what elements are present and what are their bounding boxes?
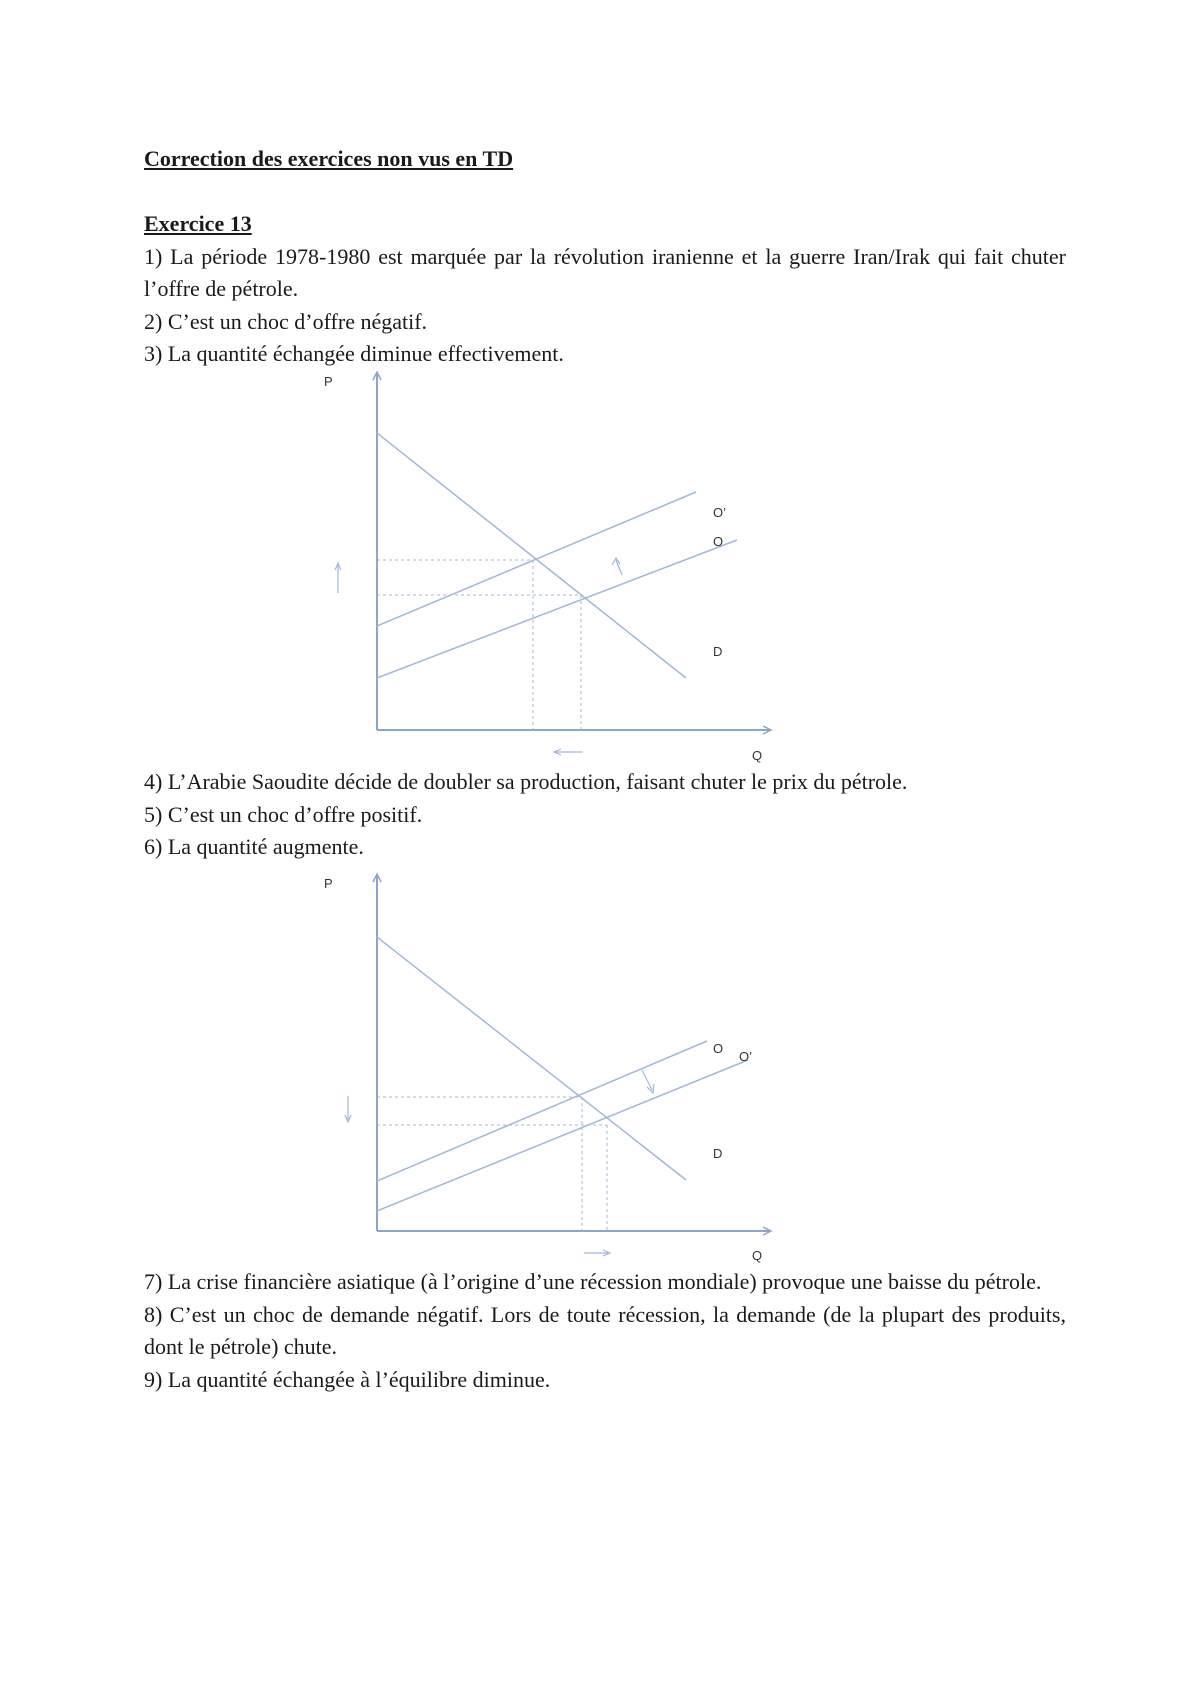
y-axis-label: P [324,876,333,891]
shift-arrow [642,1070,654,1093]
exercise-block-1 [144,208,1066,371]
exercise-block-2 [144,766,1066,864]
axes [373,372,771,734]
supply-demand-graph-1 [300,360,780,770]
price-up-arrow-icon [335,563,341,593]
paragraph-8: 8) C’est un choc de demande négatif. Lors de toute récession, la demande (de la plupart des produits, dont le pétrole) chute. [144,1301,1066,1359]
supply-curve-initial [377,1041,707,1181]
axes [373,874,771,1235]
price-down-arrow-icon [345,1096,351,1122]
shift-arrow [612,558,622,575]
demand-curve [377,433,686,678]
paragraph-5: 5) C’est un choc d’offre positif. [144,801,423,827]
supply-curve-new [377,492,696,626]
equilibrium-guides [377,560,581,730]
quantity-left-arrow-icon [554,749,582,755]
exercise-block-3 [144,1266,1066,1396]
curve-label-supply-new: O’ [713,505,726,520]
y-axis-label: P [324,374,333,389]
paragraph-2: 2) C’est un choc d’offre négatif. [144,308,428,334]
curve-label-demand: D [713,644,723,659]
supply-demand-graph-2 [300,862,780,1272]
paragraph-1: 1) La période 1978-1980 est marquée par la révolution iranienne et la guerre Iran/Irak qui fait chuter l’offre de pétrole. [144,243,1066,301]
demand-curve [377,937,686,1180]
document-title: Correction des exercices non vus en TD [144,146,514,171]
paragraph-9: 9) La quantité échangée à l’équilibre diminue. [144,1366,551,1392]
paragraph-4: 4) L’Arabie Saoudite décide de doubler sa production, faisant chuter le prix du pétrole. [144,769,908,794]
x-axis-label: Q [752,748,763,763]
paragraph-6: 6) La quantité augmente. [144,834,364,859]
curve-label-supply-initial: O [713,1041,724,1056]
curve-label-supply-initial: O [713,534,724,549]
supply-curve-initial [377,540,737,678]
curve-label-supply-new: O’ [739,1049,752,1064]
quantity-right-arrow-icon [584,1250,610,1256]
paragraph-7: 7) La crise financière asiatique (à l’origine d’une récession mondiale) provoque une baisse du pétrole. [144,1269,1042,1294]
x-axis-label: Q [752,1248,763,1263]
paragraph-3: 3) La quantité échangée diminue effectivement. [144,341,564,366]
exercise-heading: Exercice 13 [144,211,252,236]
curve-label-demand: D [713,1146,723,1161]
document-title-block [144,143,1066,176]
